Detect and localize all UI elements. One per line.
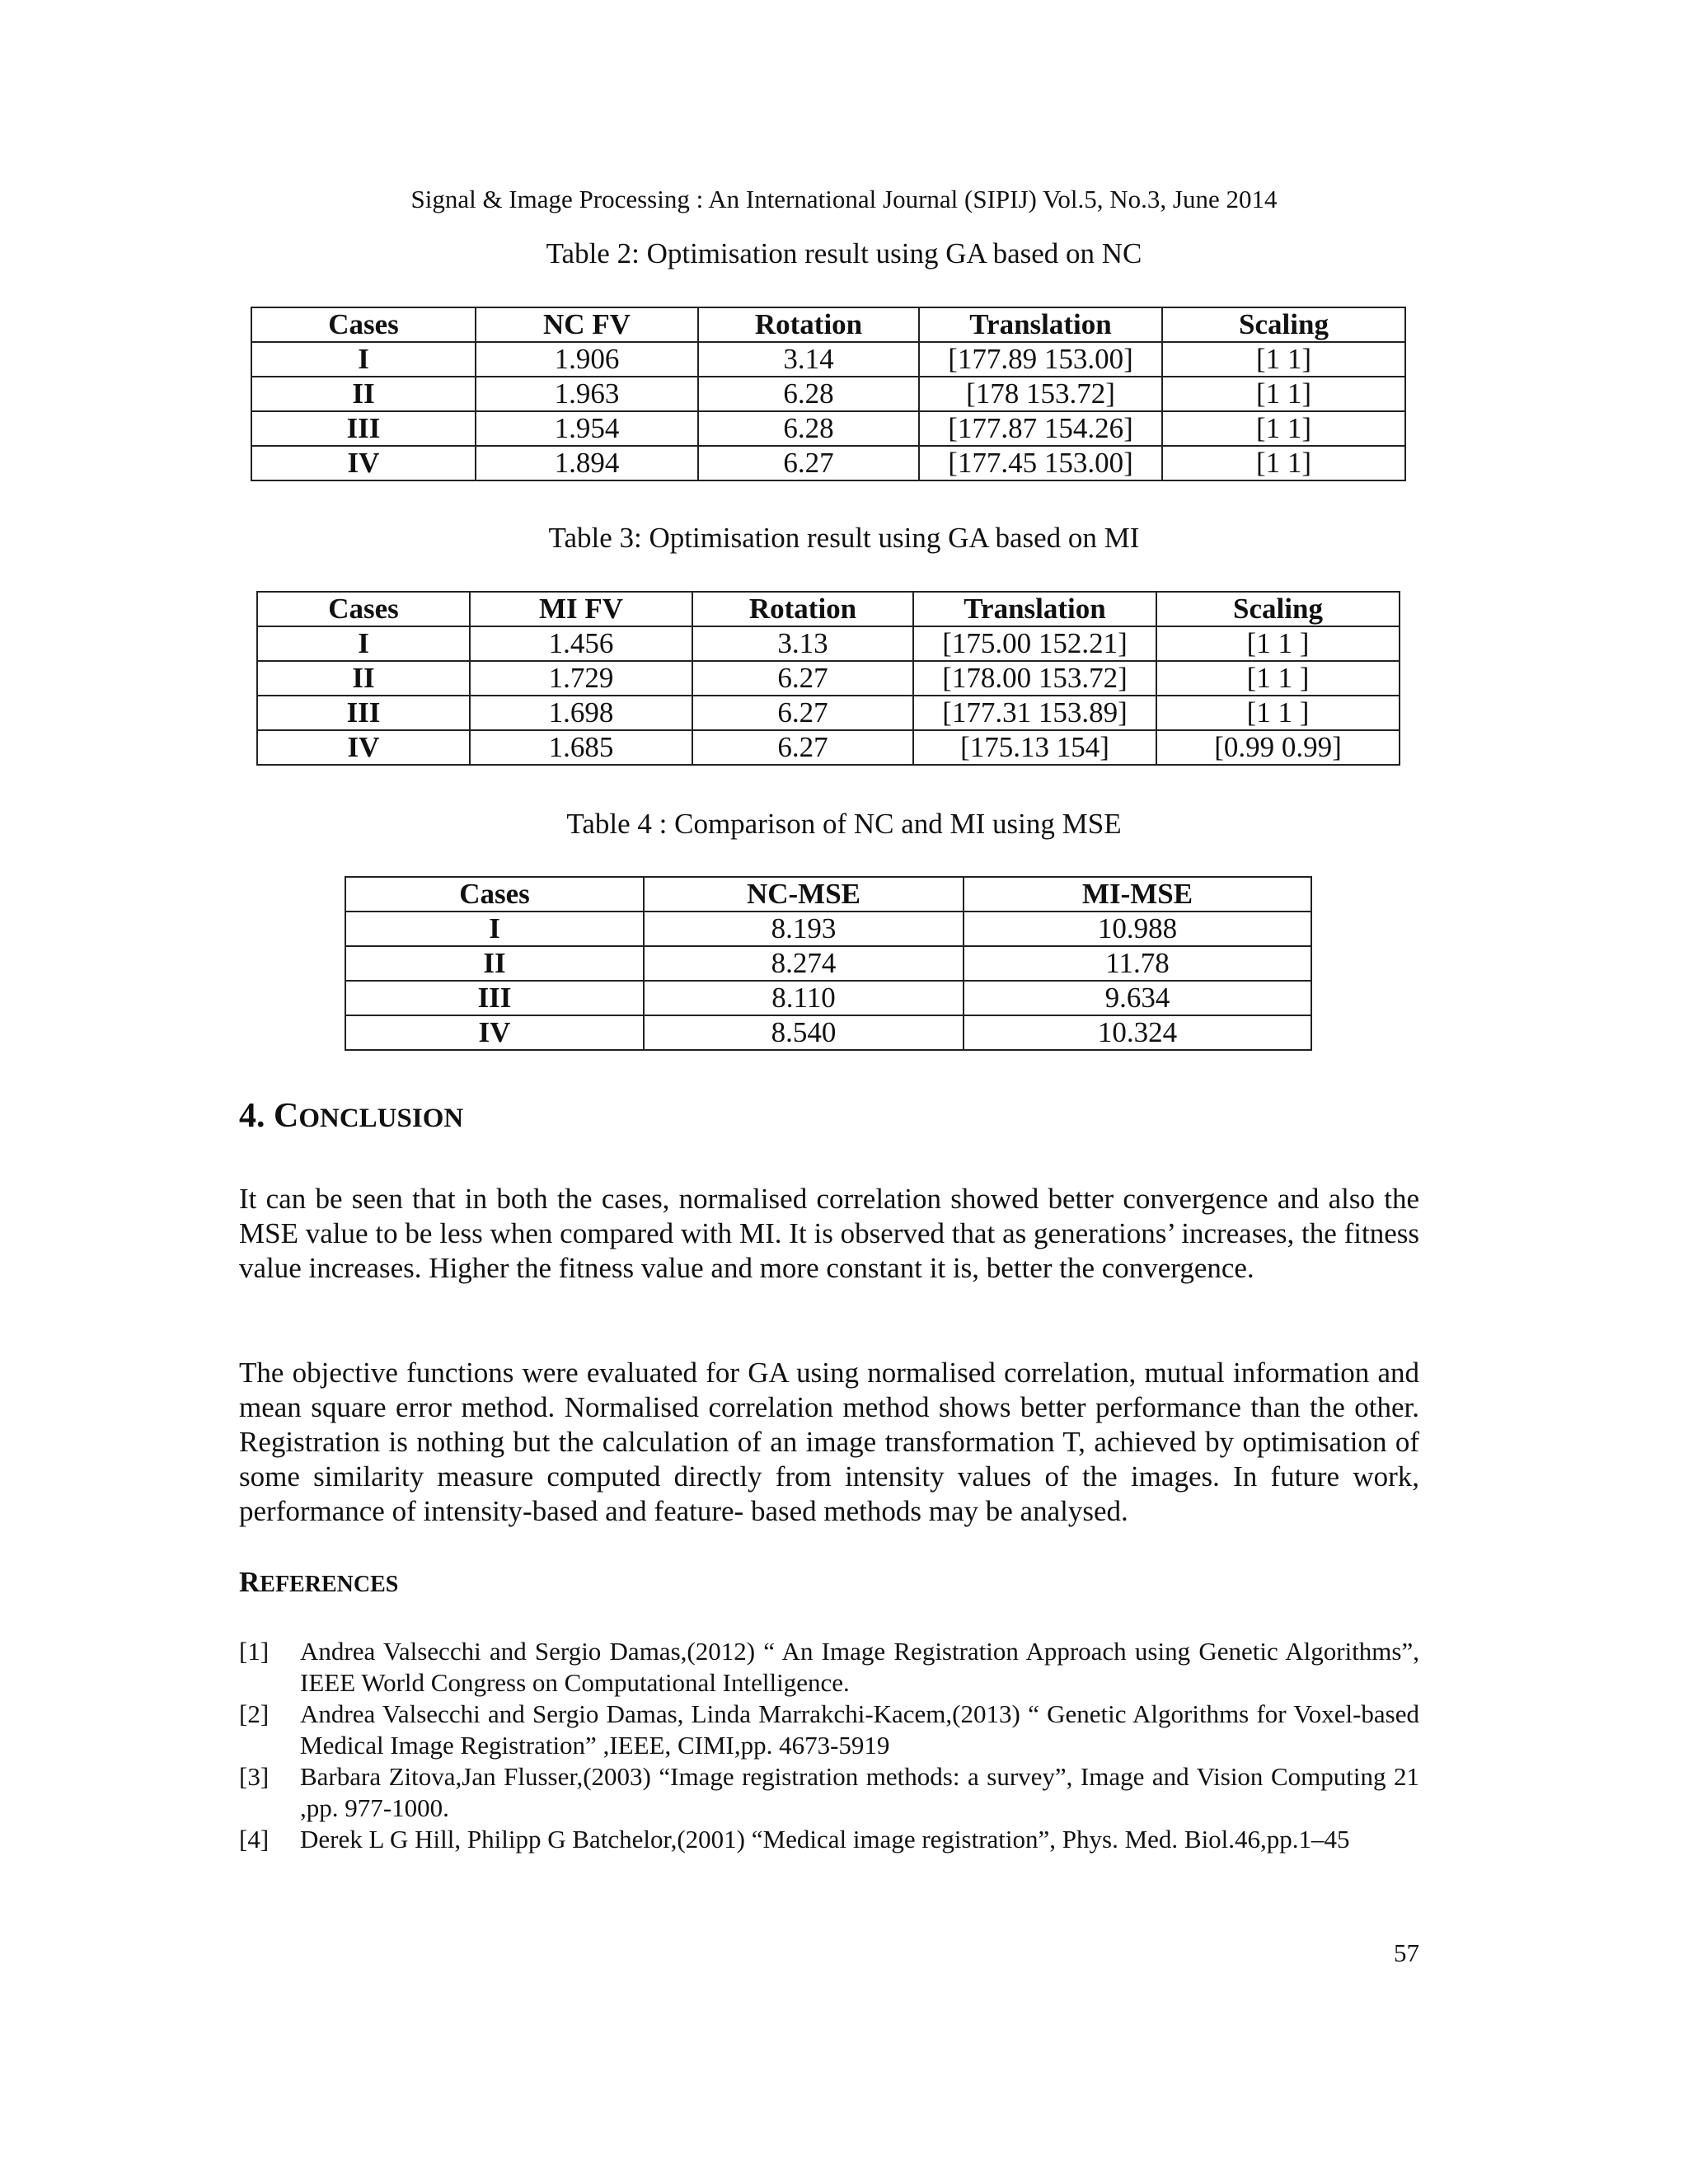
table-cell: 8.274 [644,946,964,981]
table-row [251,342,1405,377]
reference-number: [4] [239,1825,270,1854]
reference-number: [2] [239,1699,270,1728]
reference-item [239,1636,1419,1699]
page-number: 57 [1394,1938,1419,1967]
table-row [257,696,1400,730]
column-header: MI-MSE [964,877,1311,912]
table-cell: 6.27 [692,661,913,696]
table-row [257,730,1400,765]
table-row [345,1015,1311,1050]
table-cell: 9.634 [964,981,1311,1015]
table-cell: 10.324 [964,1015,1311,1050]
table-cell: 1.698 [470,696,692,730]
table-cell: III [251,411,476,446]
table-cell: [175.00 152.21] [913,626,1156,661]
table-cell: [177.31 153.89] [913,696,1156,730]
table-cell: II [345,946,644,981]
column-header: Cases [345,877,644,912]
table-row [345,946,1311,981]
table-row [345,981,1311,1015]
column-header: Translation [919,307,1162,342]
table-row [257,661,1400,696]
table-cell: [1 1] [1162,342,1405,377]
column-header: Scaling [1162,307,1405,342]
table-cell: 8.110 [644,981,964,1015]
table-cell: 11.78 [964,946,1311,981]
table-cell: I [257,626,470,661]
table-row [251,377,1405,411]
references-heading-initial: R [239,1566,260,1598]
table-cell: IV [251,446,476,480]
table-header-row [257,592,1400,626]
table-cell: III [257,696,470,730]
table-row [251,446,1405,480]
conclusion-paragraph-2: The objective functions were evaluated for GA using normalised correlation, mutual information and mean square error method. Normalised correlation method shows better performance than the other. Registration is nothing but the calculation of an image transformation T, achieved by optimisation of some similarity measure computed directly from intensity values of the images. In future work, performance of intensity-based and feature- based methods may be analysed. [239,1357,1419,1527]
table-cell: IV [257,730,470,765]
reference-text: Derek L G Hill, Philipp G Batchelor,(2001) “Medical image registration”, Phys. Med. Biol.46,pp.1–45 [300,1825,1350,1854]
table-cell: 6.28 [698,411,919,446]
column-header: Rotation [692,592,913,626]
table-cell: 1.456 [470,626,692,661]
reference-item [239,1761,1419,1824]
column-header: NC-MSE [644,877,964,912]
table-cell: 6.27 [698,446,919,480]
table-header-row [251,307,1405,342]
table-header-row [345,877,1311,912]
column-header: Scaling [1156,592,1400,626]
table-row [251,411,1405,446]
table-2-caption: Table 2: Optimisation result using GA based on NC [546,237,1142,269]
reference-item [239,1699,1419,1761]
conclusion-heading [239,1096,463,1136]
table-cell: 3.13 [692,626,913,661]
table-cell: I [345,912,644,946]
column-header: NC FV [476,307,698,342]
table-2 [251,307,1406,481]
reference-text: Barbara Zitova,Jan Flusser,(2003) “Image registration methods: a survey”, Image and Vision Computing 21 ,pp. 977-1000. [300,1762,1419,1822]
table-cell: [1 1 ] [1156,626,1400,661]
table-cell: [177.87 154.26] [919,411,1162,446]
column-header: MI FV [470,592,692,626]
table-cell: 10.988 [964,912,1311,946]
reference-text: Andrea Valsecchi and Sergio Damas,(2012) “ An Image Registration Approach using Genetic Algorithms”, IEEE World Congress on Computational Intelligence. [300,1637,1419,1697]
table-cell: 1.729 [470,661,692,696]
table-cell: II [251,377,476,411]
table-cell: 1.963 [476,377,698,411]
table-cell: [177.45 153.00] [919,446,1162,480]
running-header: Signal & Image Processing : An International Journal (SIPIJ) Vol.5, No.3, June 2014 [410,185,1278,213]
table-cell: [1 1] [1162,377,1405,411]
column-header: Cases [257,592,470,626]
table-cell: [0.99 0.99] [1156,730,1400,765]
table-cell: 6.27 [692,730,913,765]
column-header: Cases [251,307,476,342]
reference-item [239,1824,1419,1855]
table-cell: 6.27 [692,696,913,730]
table-3 [256,591,1400,766]
table-cell: [1 1 ] [1156,696,1400,730]
reference-number: [3] [239,1762,270,1791]
table-cell: 1.685 [470,730,692,765]
table-cell: 1.906 [476,342,698,377]
table-cell: 8.540 [644,1015,964,1050]
table-row [257,626,1400,661]
table-cell: 3.14 [698,342,919,377]
references-heading-text: EFERENCES [260,1572,399,1597]
table-cell: [1 1] [1162,411,1405,446]
column-header: Translation [913,592,1156,626]
conclusion-heading-text: ONCLUSION [298,1104,464,1133]
table-cell: 8.193 [644,912,964,946]
table-cell: III [345,981,644,1015]
table-cell: [1 1] [1162,446,1405,480]
reference-text: Andrea Valsecchi and Sergio Damas, Linda Marrakchi-Kacem,(2013) “ Genetic Algorithms for Voxel-based Medical Image Registration” ,IEEE, CIMI,pp. 4673-5919 [300,1699,1419,1760]
table-cell: I [251,342,476,377]
table-4-caption: Table 4 : Comparison of NC and MI using MSE [566,808,1122,840]
table-3-caption: Table 3: Optimisation result using GA based on MI [548,522,1140,554]
table-cell: II [257,661,470,696]
column-header: Rotation [698,307,919,342]
table-4 [345,876,1312,1051]
table-cell: [175.13 154] [913,730,1156,765]
table-cell: [177.89 153.00] [919,342,1162,377]
conclusion-paragraph-1: It can be seen that in both the cases, normalised correlation showed better convergence and also the MSE value to be less when compared with MI. It is observed that as generations’ increases, the fitness value increases. Higher the fitness value and more constant it is, better the convergence. [239,1183,1419,1284]
table-cell: [1 1 ] [1156,661,1400,696]
conclusion-heading-number: 4. C [239,1097,299,1135]
reference-number: [1] [239,1637,270,1666]
table-cell: 6.28 [698,377,919,411]
table-cell: [178 153.72] [919,377,1162,411]
table-cell: [178.00 153.72] [913,661,1156,696]
table-cell: 1.954 [476,411,698,446]
references-heading [239,1566,398,1599]
table-cell: 1.894 [476,446,698,480]
table-row [345,912,1311,946]
table-cell: IV [345,1015,644,1050]
